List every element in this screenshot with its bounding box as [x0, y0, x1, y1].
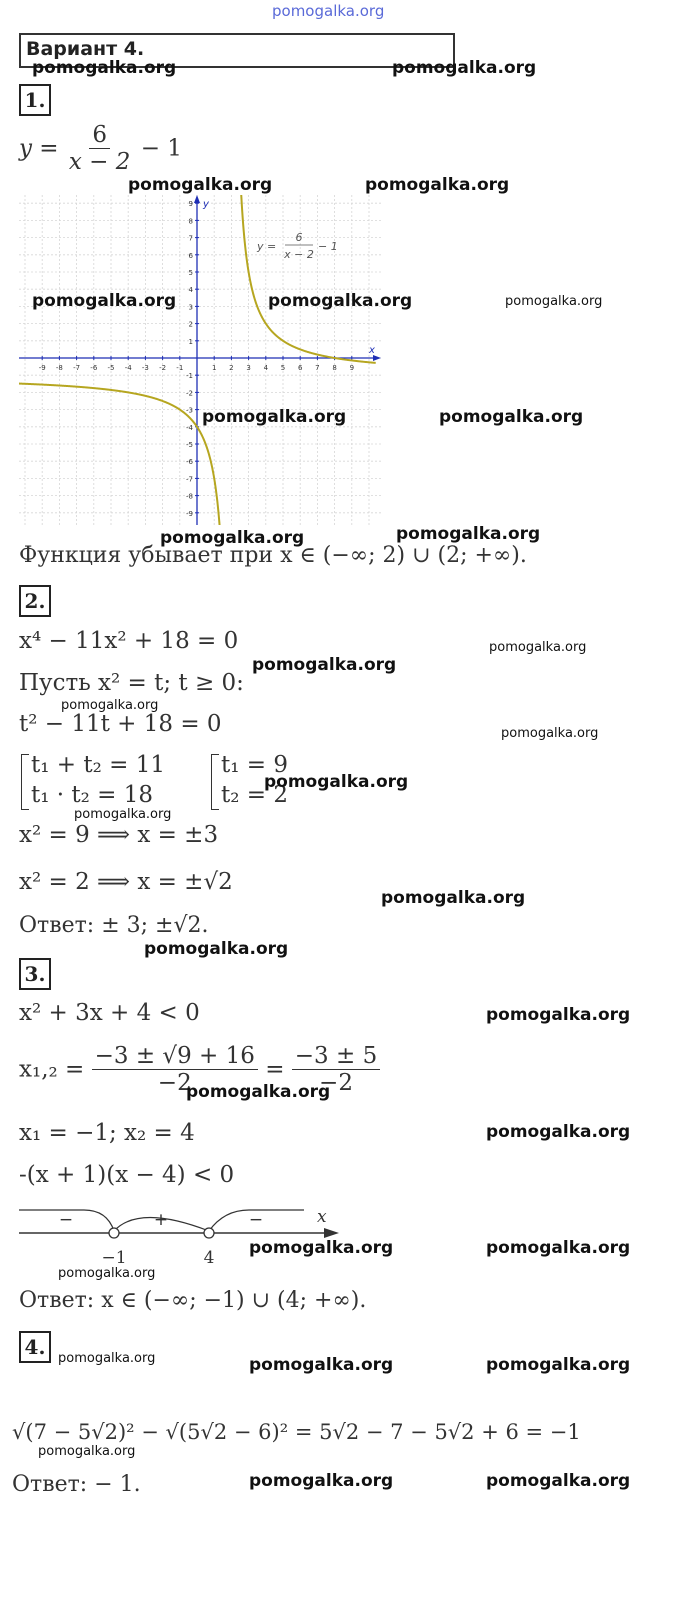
interval-axis-label: x — [317, 1207, 327, 1227]
watermark: pomogalka.org — [38, 1444, 136, 1459]
task-4-number: 4. — [19, 1331, 51, 1363]
watermark: pomogalka.org — [381, 888, 526, 908]
y-tick-label: -8 — [186, 492, 193, 501]
y-tick-label: 5 — [188, 269, 193, 277]
task-1-number: 1. — [19, 84, 51, 116]
x-tick-label: 7 — [315, 364, 320, 372]
task-2-substitution: Пусть x² = t; t ≥ 0: — [19, 670, 244, 696]
x-tick-label: 3 — [246, 364, 251, 372]
watermark: pomogalka.org — [486, 1471, 631, 1491]
y-tick-label: -1 — [186, 372, 193, 381]
vieta-bracket — [21, 754, 29, 810]
watermark: pomogalka.org — [32, 291, 177, 311]
y-tick-label: -6 — [186, 458, 193, 467]
task-3-inequality: x² + 3x + 4 < 0 — [19, 1000, 200, 1026]
x-tick-label: -6 — [90, 364, 98, 372]
y-tick-label: 7 — [188, 234, 193, 243]
roots-denominator-2: −2 — [319, 1070, 353, 1097]
roots-numerator-1: −3 ± √9 + 16 — [92, 1043, 258, 1070]
watermark: pomogalka.org — [439, 407, 584, 427]
x-tick-label: 6 — [297, 364, 303, 372]
x-tick-label: 4 — [263, 364, 269, 372]
interval-label-1: −1 — [101, 1248, 127, 1268]
watermark: pomogalka.org — [501, 726, 599, 741]
x-tick-label: -9 — [38, 364, 46, 372]
x-tick-label: 5 — [280, 364, 286, 372]
task-2-number: 2. — [19, 585, 51, 617]
watermark: pomogalka.org — [249, 1238, 394, 1258]
x-tick-label: 1 — [211, 364, 217, 372]
watermark: pomogalka.org — [32, 58, 177, 78]
y-tick-label: -2 — [186, 389, 193, 398]
task-2-case-1: x² = 9 ⟹ x = ±3 — [19, 822, 219, 848]
legend-numerator: 6 — [295, 231, 303, 244]
variant-title: Вариант 4. — [26, 38, 145, 60]
watermark: pomogalka.org — [396, 524, 541, 544]
watermark: pomogalka.org — [252, 655, 397, 675]
task-3-root-values: x₁ = −1; x₂ = 4 — [19, 1120, 195, 1146]
y-axis-arrow — [194, 195, 200, 203]
watermark: pomogalka.org — [486, 1238, 631, 1258]
watermark: pomogalka.org — [61, 698, 159, 713]
watermark: pomogalka.org — [268, 291, 413, 311]
task-2-case-2: x² = 2 ⟹ x = ±√2 — [19, 869, 233, 895]
y-tick-label: -9 — [186, 509, 193, 518]
watermark: pomogalka.org — [505, 294, 603, 309]
legend-denominator: x − 2 — [284, 248, 314, 261]
formula-lhs: y = — [19, 135, 59, 162]
legend-tail: − 1 — [318, 240, 338, 253]
interval-label-2: 4 — [203, 1248, 215, 1268]
watermark: pomogalka.org — [249, 1355, 394, 1375]
interval-point-2 — [204, 1228, 214, 1238]
watermark: pomogalka.org — [202, 407, 347, 427]
curve-branch-left — [19, 384, 220, 525]
x-tick-label: -8 — [55, 364, 63, 372]
roots-bracket — [211, 754, 219, 810]
y-tick-label: -3 — [186, 406, 193, 415]
vieta-sum: t₁ + t₂ = 11 — [31, 752, 165, 778]
watermark: pomogalka.org — [160, 528, 305, 548]
watermark: pomogalka.org — [486, 1355, 631, 1375]
legend-prefix: y = — [257, 240, 277, 253]
y-tick-label: 9 — [188, 200, 193, 209]
y-tick-label: -4 — [186, 423, 193, 432]
roots-numerator-2: −3 ± 5 — [292, 1043, 380, 1070]
interval-sign-3: − — [248, 1210, 264, 1230]
interval-sign-1: − — [58, 1210, 74, 1230]
task-2-answer: Ответ: ± 3; ±√2. — [19, 913, 209, 938]
formula-numerator: 6 — [89, 122, 110, 149]
task-3-factored: -(x + 1)(x − 4) < 0 — [19, 1162, 235, 1188]
interval-axis-arrow — [324, 1228, 339, 1238]
watermark: pomogalka.org — [186, 1082, 331, 1102]
formula-tail: − 1 — [133, 135, 182, 162]
watermark: pomogalka.org — [264, 772, 409, 792]
watermark: pomogalka.org — [489, 640, 587, 655]
watermark: pomogalka.org — [486, 1005, 631, 1025]
watermark: pomogalka.org — [365, 175, 510, 195]
root-t1: t₁ = 9 — [221, 752, 288, 778]
formula-denominator: x − 2 — [68, 149, 131, 176]
watermark: pomogalka.org — [74, 807, 172, 822]
watermark: pomogalka.org — [486, 1122, 631, 1142]
task-2-equation: x⁴ − 11x² + 18 = 0 — [19, 628, 239, 654]
roots-denominator-1: −2 — [157, 1070, 192, 1097]
task-3-number: 3. — [19, 958, 51, 990]
y-tick-label: -7 — [186, 475, 193, 484]
task-4-answer: Ответ: − 1. — [12, 1472, 141, 1497]
watermark: pomogalka.org — [58, 1266, 156, 1281]
watermark: pomogalka.org — [392, 58, 537, 78]
task-2-quadratic: t² − 11t + 18 = 0 — [19, 711, 222, 737]
x-axis-label: x — [369, 345, 375, 356]
site-link[interactable]: pomogalka.org — [272, 2, 385, 20]
y-tick-label: 8 — [188, 217, 193, 226]
interval-sign-2: + — [153, 1210, 169, 1230]
x-tick-label: -1 — [176, 364, 184, 372]
roots-equals: = — [265, 1056, 285, 1083]
graph-legend — [256, 231, 338, 261]
task-4-expression: √(7 − 5√2)² − √(5√2 − 6)² = 5√2 − 7 − 5√2 + 6 = −1 — [12, 1420, 581, 1444]
y-tick-label: 6 — [188, 251, 193, 260]
x-tick-label: -4 — [124, 364, 132, 372]
y-tick-label: 2 — [188, 320, 193, 329]
function-graph — [19, 195, 381, 525]
vieta-product: t₁ · t₂ = 18 — [31, 782, 154, 808]
task-1-answer: Функция убывает при x ∈ (−∞; 2) ∪ (2; +∞). — [19, 543, 527, 568]
task-3-answer: Ответ: x ∈ (−∞; −1) ∪ (4; +∞). — [19, 1288, 367, 1313]
x-tick-label: -2 — [159, 364, 167, 372]
y-tick-label: 3 — [188, 303, 193, 312]
y-tick-label: 4 — [188, 286, 193, 295]
x-tick-label: -7 — [73, 364, 81, 372]
interval-arc-left — [84, 1210, 114, 1231]
x-tick-label: 2 — [229, 364, 234, 372]
root-t2: t₂ = 2 — [221, 782, 288, 808]
watermark: pomogalka.org — [128, 175, 273, 195]
x-tick-label: 8 — [332, 364, 337, 372]
x-tick-label: -5 — [107, 364, 115, 372]
formula-fraction — [66, 122, 134, 177]
watermark: pomogalka.org — [249, 1471, 394, 1491]
watermark: pomogalka.org — [144, 939, 289, 959]
task-1-formula — [19, 122, 182, 177]
y-tick-label: 1 — [188, 337, 193, 346]
roots-lhs: x₁,₂ = — [19, 1056, 85, 1083]
y-axis-label: y — [203, 199, 209, 210]
y-tick-label: -5 — [186, 441, 193, 449]
x-tick-label: -3 — [141, 364, 149, 372]
x-tick-label: 9 — [349, 364, 355, 372]
interval-point-1 — [109, 1228, 119, 1238]
watermark: pomogalka.org — [58, 1351, 156, 1366]
